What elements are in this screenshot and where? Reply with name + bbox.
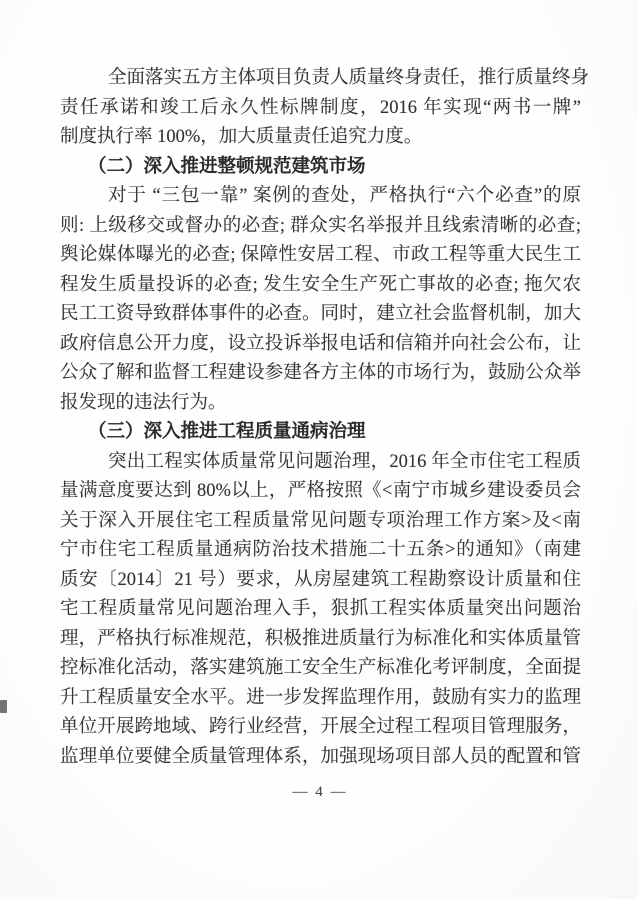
text-line: 制度执行率 100%，加大质量责任追究力度。 bbox=[60, 127, 423, 147]
text-line: 报发现的违法行为。 bbox=[60, 392, 227, 413]
text-line: 政府信息公开力度，设立投诉举报电话和信箱并向社会公布，让 bbox=[60, 333, 581, 354]
text-line: 民工工资导致群体事件的必查。同时，建立社会监督机制，加大 bbox=[60, 304, 581, 324]
text-line: 关于深入开展住宅工程质量常见问题专项治理工作方案>及<南 bbox=[60, 510, 581, 531]
text-line: 宁市住宅工程质量通病防治技术措施二十五条>的通知》（南建 bbox=[60, 540, 581, 560]
text-line: 质安〔2014〕21 号）要求，从房屋建筑工程勘察设计质量和住 bbox=[60, 569, 581, 590]
section-heading: （三）深入推进工程质量通病治理 bbox=[88, 422, 366, 442]
text-line: 宅工程质量常见问题治理入手，狠抓工程实体质量突出问题治 bbox=[60, 599, 581, 619]
text-line: 责任承诺和竣工后永久性标牌制度，2016 年实现“两书一牌” bbox=[60, 97, 581, 118]
text-line: 则: 上级移交或督办的必查; 群众实名举报并且线索清晰的必查; bbox=[60, 215, 581, 236]
text-line: 升工程质量安全水平。进一步发挥监理作用，鼓励有实力的监理 bbox=[60, 687, 581, 708]
section-heading: （二）深入推进整顿规范建筑市场 bbox=[88, 156, 366, 177]
text-line: 程发生质量投诉的必查; 发生安全生产死亡事故的必查; 拖欠农 bbox=[60, 274, 581, 295]
scan-artifact bbox=[0, 700, 7, 713]
text-line: 单位开展跨地域、跨行业经营，开展全过程工程项目管理服务， bbox=[60, 717, 581, 737]
document-text-block bbox=[60, 64, 590, 772]
text-line: 舆论媒体曝光的必查; 保障性安居工程、市政工程等重大民生工 bbox=[60, 245, 581, 265]
text-line: 监理单位要健全质量管理体系，加强现场项目部人员的配置和管 bbox=[60, 746, 581, 767]
text-line: 对于 “三包一靠” 案例的查处，严格执行“六个必查”的原 bbox=[108, 186, 581, 206]
page-number: — 4 — bbox=[292, 784, 346, 800]
text-line: 理，严格执行标准规范，积极推进质量行为标准化和实体质量管 bbox=[60, 628, 581, 649]
text-line: 全面落实五方主体项目负责人质量终身责任，推行质量终身 bbox=[108, 68, 590, 88]
text-line: 公众了解和监督工程建设参建各方主体的市场行为，鼓励公众举 bbox=[60, 363, 581, 383]
text-line: 量满意度要达到 80%以上，严格按照《<南宁市城乡建设委员会 bbox=[60, 481, 581, 501]
text-line: 突出工程实体质量常见问题治理，2016 年全市住宅工程质 bbox=[108, 451, 581, 472]
text-line: 控标准化活动，落实建筑施工安全生产标准化考评制度，全面提 bbox=[60, 658, 581, 678]
